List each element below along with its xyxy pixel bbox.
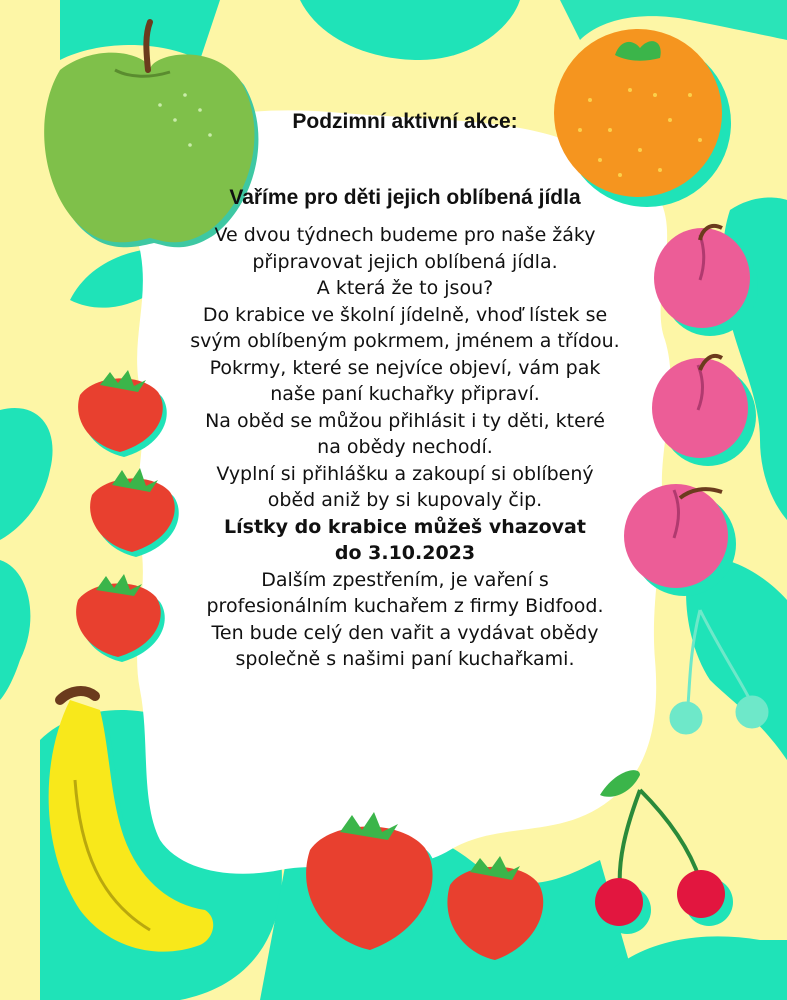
announcement bbox=[120, 108, 690, 673]
body-line: Na oběd se můžou přihlásit i ty děti, které bbox=[205, 409, 605, 432]
body-line: Vyplní si přihlášku a zakoupí si oblíbený bbox=[216, 462, 594, 485]
body-line: Pokrmy, které se nejvíce objeví, vám pak bbox=[209, 356, 601, 379]
body-line: Ten bude celý den vařit a vydávat obědy bbox=[211, 621, 599, 644]
deadline-line: Lístky do krabice můžeš vhazovat bbox=[224, 515, 586, 538]
body-line: Dalším zpestřením, je vaření s bbox=[261, 568, 549, 591]
body-line: připravovat jejich oblíbená jídla. bbox=[252, 250, 558, 273]
cherry-icon bbox=[595, 770, 733, 934]
body-line: svým oblíbeným pokrmem, jménem a třídou. bbox=[190, 330, 620, 352]
page-title: Podzimní aktivní akce: bbox=[292, 110, 518, 133]
page-subtitle: Vaříme pro děti jejich oblíbená jídla bbox=[229, 186, 581, 209]
body-line: A která že to jsou? bbox=[316, 277, 494, 299]
body-line: Ve dvou týdnech budeme pro naše žáky bbox=[214, 224, 596, 246]
body-line: profesionálním kuchařem z firmy Bidfood. bbox=[206, 595, 604, 617]
body-line: společně s našimi paní kuchařkami. bbox=[235, 648, 575, 670]
body-line: Do krabice ve školní jídelně, vhoď lístek se bbox=[202, 303, 608, 326]
deadline-date: do 3.10.2023 bbox=[334, 542, 476, 564]
body-line: oběd aniž by si kupovaly čip. bbox=[267, 489, 543, 511]
body-line: naše paní kuchařky připraví. bbox=[270, 383, 540, 405]
announcement-body bbox=[120, 222, 690, 673]
body-line: na obědy nechodí. bbox=[317, 436, 493, 458]
